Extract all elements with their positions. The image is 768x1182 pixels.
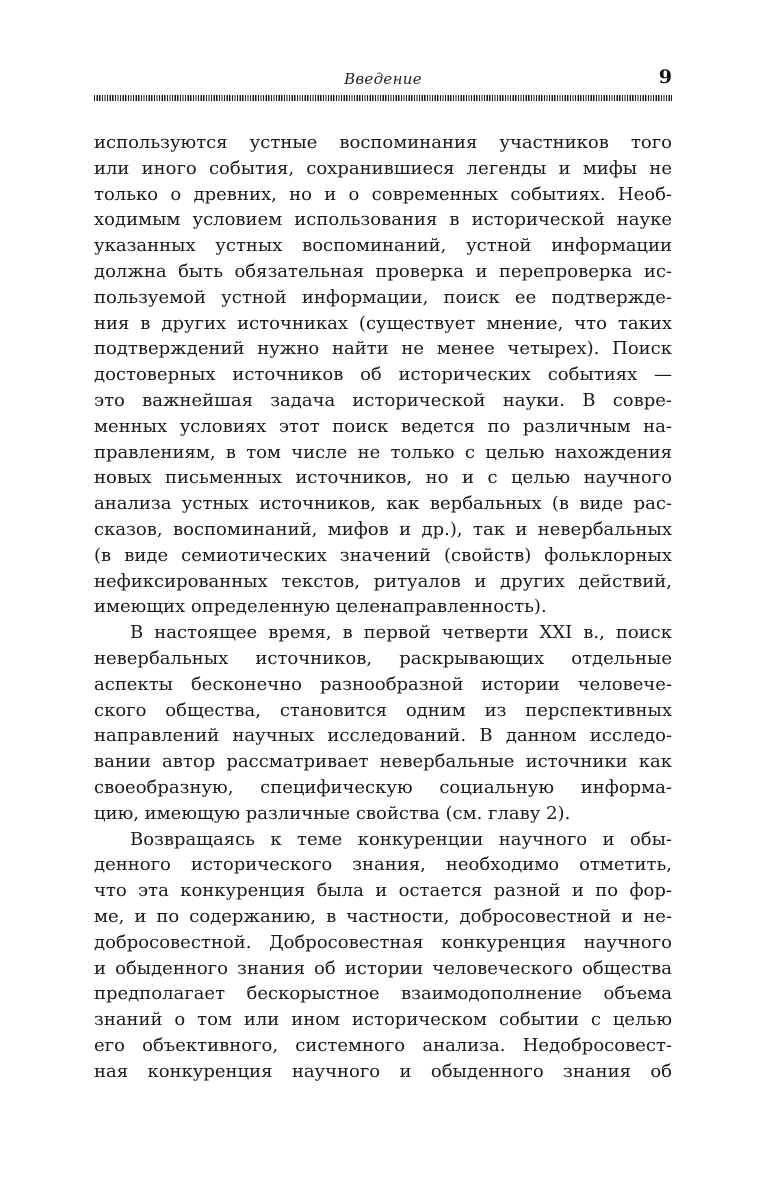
running-header (94, 64, 672, 94)
text-line: достоверных источников об исторических событиях — (94, 364, 672, 386)
body-text (94, 130, 672, 1084)
text-line: сказов, воспоминаний, мифов и др.), так и невербальных (94, 518, 672, 540)
text-line: (в виде семиотических значений (свойств) фольклорных (94, 544, 672, 566)
text-line: вании автор рассматривает невербальные источники как (94, 751, 672, 773)
text-line: В настоящее время, в первой четверти XXI в., поиск (130, 622, 672, 644)
text-line: анализа устных источников, как вербальных (в виде рас- (94, 493, 672, 515)
paragraph (94, 620, 672, 826)
text-line: правлениям, в том числе не только с целью нахождения (94, 441, 672, 463)
text-line: или иного события, сохранившиеся легенды и мифы не (94, 157, 672, 179)
text-line: нефиксированных текстов, ритуалов и других действий, (94, 570, 672, 592)
text-line: ная конкуренция научного и обыденного знания об (94, 1060, 672, 1082)
text-line: ского общества, становится одним из перспективных (94, 699, 672, 721)
text-line: менных условиях этот поиск ведется по различным на- (94, 415, 672, 437)
text-line: только о древних, но и о современных событиях. Необ- (94, 183, 672, 205)
header-rule (94, 95, 672, 101)
text-line: и обыденного знания об истории человеческого общества (94, 957, 672, 979)
text-line: добросовестной. Добросовестная конкуренция научного (94, 931, 672, 953)
text-line: невербальных источников, раскрывающих отдельные (94, 647, 672, 669)
text-line: аспекты бесконечно разнообразной истории человече- (94, 673, 672, 695)
text-line: имеющих определенную целенаправленность). (94, 596, 547, 618)
book-page (94, 64, 672, 1082)
text-line: ния в других источниках (существует мнение, что таких (94, 312, 672, 334)
text-line: ходимым условием использования в исторической науке (94, 209, 672, 231)
running-title: Введение (344, 70, 422, 88)
text-line: используются устные воспоминания участников того (94, 132, 672, 153)
text-line: ме, и по содержанию, в частности, добросовестной и не- (94, 905, 672, 927)
text-line: его объективного, системного анализа. Недобросовест- (94, 1034, 672, 1056)
text-line: направлений научных исследований. В данном исследо- (94, 725, 672, 747)
text-line: пользуемой устной информации, поиск ее подтвержде- (94, 286, 672, 308)
text-line: новых письменных источников, но и с целью научного (94, 467, 672, 489)
text-line: что эта конкуренция была и остается разной и по фор- (94, 880, 672, 902)
text-line: подтверждений нужно найти не менее четырех). Поиск (94, 338, 672, 360)
text-line: цию, имеющую различные свойства (см. главу 2). (94, 802, 571, 824)
text-line: знаний о том или ином историческом событии с целью (94, 1009, 672, 1031)
text-line: Возвращаясь к теме конкуренции научного и обы- (130, 828, 672, 850)
paragraph (94, 827, 672, 1085)
text-line: должна быть обязательная проверка и перепроверка ис- (94, 260, 672, 282)
text-line: своеобразную, специфическую социальную информа- (94, 776, 672, 798)
text-line: указанных устных воспоминаний, устной информации (94, 235, 672, 257)
text-line: это важнейшая задача исторической науки. В совре- (94, 389, 672, 411)
text-line: предполагает бескорыстное взаимодополнение объема (94, 983, 672, 1005)
text-line: денного исторического знания, необходимо отметить, (94, 854, 672, 876)
page-number: 9 (658, 66, 672, 88)
paragraph (94, 130, 672, 620)
